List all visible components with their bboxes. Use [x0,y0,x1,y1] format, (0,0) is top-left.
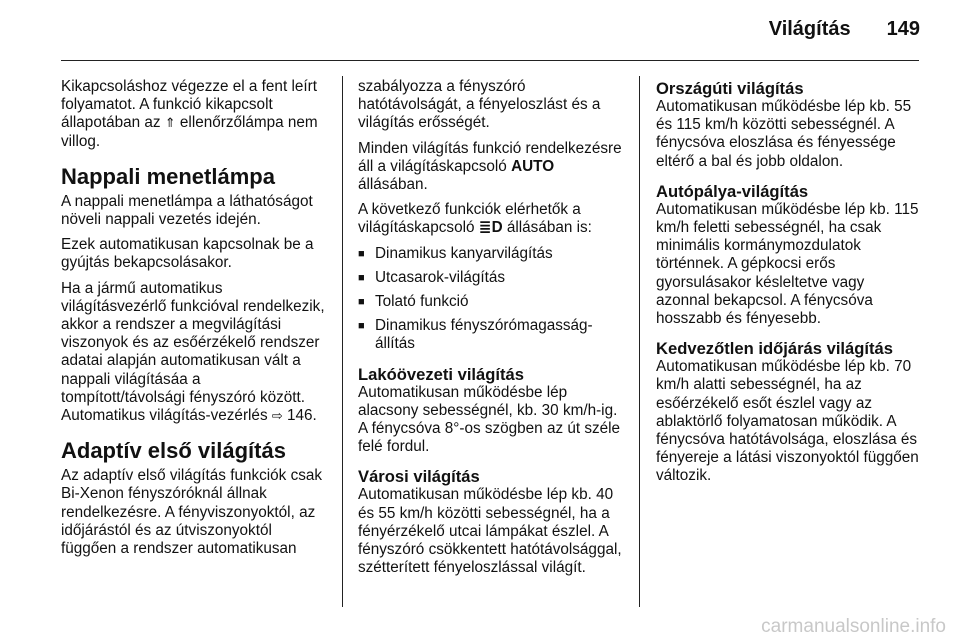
list-item: ■ Dinamikus kanyarvilágítás [358,245,623,263]
paragraph: Ha a jármű automatikus világításvezérlő funkcióval rendelkezik, akkor a rendszer a megvilágítási viszonyok és az esőérzékelő rendszer adatai alapján automatikusan vált a nappali világításáa a tompított/távolsági fényszóró között. Automatikus világítás-vezérlés ⇨ 146. [61,279,325,425]
page-reference-icon: ⇨ [271,408,283,424]
list-item: ■ Utcasarok-világítás [358,269,623,287]
heading-residential-lighting: Lakóövezeti világítás [358,364,525,384]
column-2 [358,78,623,584]
paragraph: Automatikusan működésbe lép kb. 55 és 115 km/h közötti sebességnél. A fénycsóva eloszlása és fényessége eltérő a bal és jobb oldalon. [656,98,912,170]
heading-daytime-lights: Nappali menetlámpa [61,163,275,189]
headlight-switch-icon: ≣D [478,219,503,237]
column-divider [342,76,343,607]
list-item: ■ Dinamikus fényszórómagasság-állítás [358,317,623,353]
header-rule [61,60,919,61]
column-divider [639,76,640,607]
paragraph: A nappali menetlámpa a láthatóságot növeli nappali vezetés idején. [61,192,313,229]
indicator-lamp-icon: ⇑ [164,115,176,131]
watermark: carmanualsonline.info [761,616,946,637]
heading-motorway-lighting: Autópálya-világítás [656,181,809,201]
paragraph: Automatikusan működésbe lép kb. 40 és 55 km/h közötti sebességnél, ha a fényérzékelő utcai lámpákat észlel. A fényszóró csökkentett hatótávolsággal, szétterített fényeloszlással világít. [358,486,622,577]
page-reference-link[interactable]: 146. [287,407,317,425]
column-3 [656,78,920,493]
paragraph: Automatikusan működésbe lép kb. 115 km/h feletti sebességnél, ha csak minimális kormánymozdulatok történnek. A gépkocsi erős gyorsulásakor késleltetve vagy azonnal bekapcsol. A fénycsóva hosszabb és fényesebb. [656,200,919,328]
paragraph: Minden világítás funkció rendelkezésre áll a világításkapcsoló AUTO állásában. [358,139,622,194]
column-1 [61,78,325,565]
list-item: ■ Tolató funkció [358,293,623,311]
heading-bad-weather-lighting: Kedvezőtlen időjárás világítás [656,339,894,359]
paragraph: Automatikusan működésbe lép alacsony sebességnél, kb. 30 km/h-ig. A fénycsóva 8°-os szögben az út széle felé fordul. [358,383,621,456]
paragraph: Automatikusan működésbe lép kb. 70 km/h alatti sebességnél, ha az esőérzékelő esőt észlel vagy az ablaktörlő folyamatosan működik. A fénycsóva hatótávolsága, eloszlása és fényereje a látási viszonyoktól függően változik. [656,358,919,485]
paragraph: Ezek automatikusan kapcsolnak be a gyújtás bekapcsolásakor. [61,236,314,272]
paragraph: Kikapcsoláshoz végezze el a fent leírt folyamatot. A funkció kikapcsolt állapotában az ⇑ ellenőrzőlámpa nem villog. [61,78,318,150]
page-number: 149 [886,18,920,40]
paragraph: Az adaptív első világítás funkciók csak Bi-Xenon fényszóróknál állnak rendelkezésre. A fényviszonyoktól, az időjárástól és az útviszonyoktól függően a rendszer automatikusan [61,467,323,558]
function-list [358,245,623,354]
auto-label: AUTO [511,157,555,175]
heading-city-lighting: Városi világítás [358,467,480,487]
section-title: Világítás [768,18,851,40]
paragraph: szabályozza a fényszóró hatótávolságát, a fényeloszlást és a világítás erősségét. [358,78,601,132]
heading-country-lighting: Országúti világítás [656,79,804,98]
page-header [769,18,920,41]
paragraph: A következő funkciók elérhetők a világításkapcsoló ≣D állásában is: [358,201,592,237]
heading-adaptive-lighting: Adaptív első világítás [61,438,286,464]
